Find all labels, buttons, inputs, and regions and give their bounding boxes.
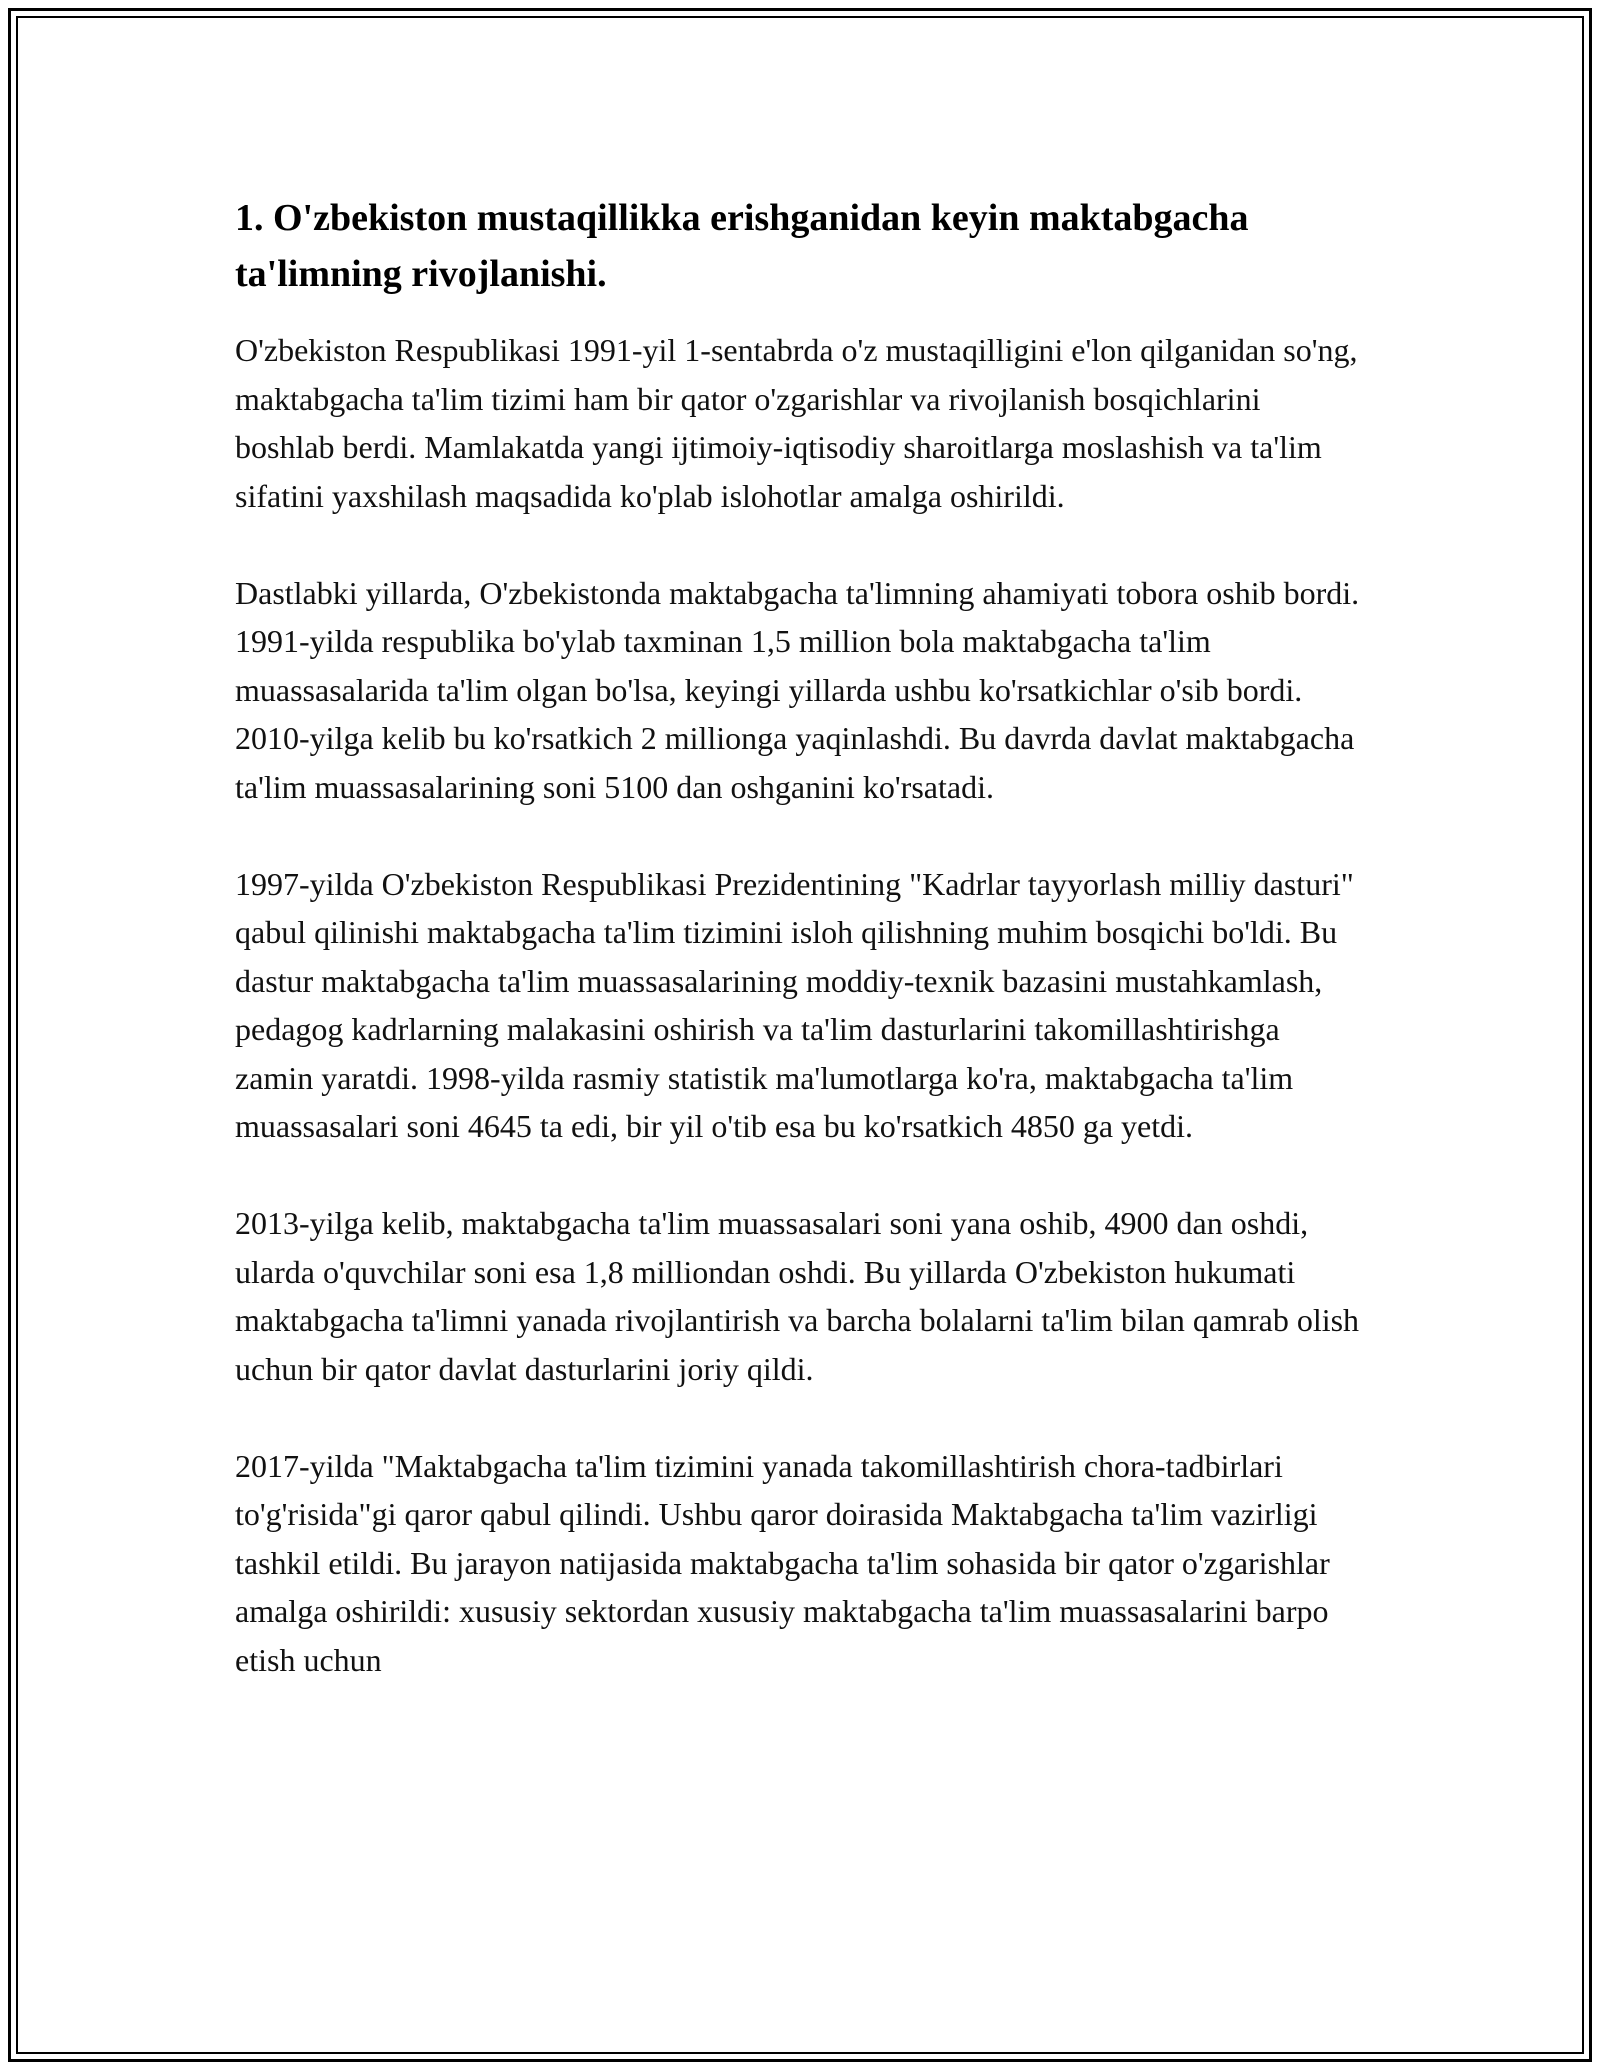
paragraph-3: 1997-yilda O'zbekiston Respublikasi Prezidentining "Kadrlar tayyorlash milliy dasturi" qabul qilinishi maktabgacha ta'lim tizimini isloh qilishning muhim bosqichi bo'ldi. Bu dastur maktabgacha ta'lim muassasalarining moddiy-texnik bazasini mustahkamlash, pedagog kadrlarning malakasini oshirish va ta'lim dasturlarini takomillashtirishga zamin yaratdi. 1998-yilda rasmiy statistik ma'lumotlarga ko'ra, maktabgacha ta'lim muassasalari soni 4645 ta edi, bir yil o'tib esa bu ko'rsatkich 4850 ga yetdi. — [235, 865, 1354, 1144]
section-title: 1. O'zbekiston mustaqillikka erishganidan keyin maktabgacha ta'limning rivojlanishi. — [235, 197, 1249, 295]
paragraph-1: O'zbekiston Respublikasi 1991-yil 1-sentabrda o'z mustaqilligini e'lon qilganidan so'ng, maktabgacha ta'lim tizimi ham bir qator o'zgarishlar va rivojlanish bosqichlarini boshlab berdi. Mamlakatda yangi ijtimoiy-iqtisodiy sharoitlarga moslashish va ta'lim sifatini yaxshilash maqsadida ko'plab islohotlar amalga oshirildi. — [235, 332, 1358, 514]
paragraph-5: 2017-yilda "Maktabgacha ta'lim tizimini yanada takomillashtirish chora-tadbirlari to'g'risida"gi qaror qabul qilindi. Ushbu qaror doirasida Maktabgacha ta'lim vazirligi tashkil etildi. Bu jarayon natijasida maktabgacha ta'lim sohasida bir qator o'zgarishlar amalga oshirildi: xususiy sektordan xususiy maktabgacha ta'lim muassasalarini barpo etish uchun — [235, 1447, 1330, 1678]
document-body — [235, 190, 1365, 1733]
paragraph-2: Dastlabki yillarda, O'zbekistonda maktabgacha ta'limning ahamiyati tobora oshib bordi. 1991-yilda respublika bo'ylab taxminan 1,5 million bola maktabgacha ta'lim muassasalarida ta'lim olgan bo'lsa, keyingi yillarda ushbu ko'rsatkichlar o'sib bordi. 2010-yilga kelib bu ko'rsatkich 2 millionga yaqinlashdi. Bu davrda davlat maktabgacha ta'lim muassasalarining soni 5100 dan oshganini ko'rsatadi. — [235, 574, 1360, 805]
paragraph-4: 2013-yilga kelib, maktabgacha ta'lim muassasalari soni yana oshib, 4900 dan oshdi, ularda o'quvchilar soni esa 1,8 milliondan oshdi. Bu yillarda O'zbekiston hukumati maktabgacha ta'limni yanada rivojlantirish va barcha bolalarni ta'lim bilan qamrab olish uchun bir qator davlat dasturlarini joriy qildi. — [235, 1205, 1360, 1387]
